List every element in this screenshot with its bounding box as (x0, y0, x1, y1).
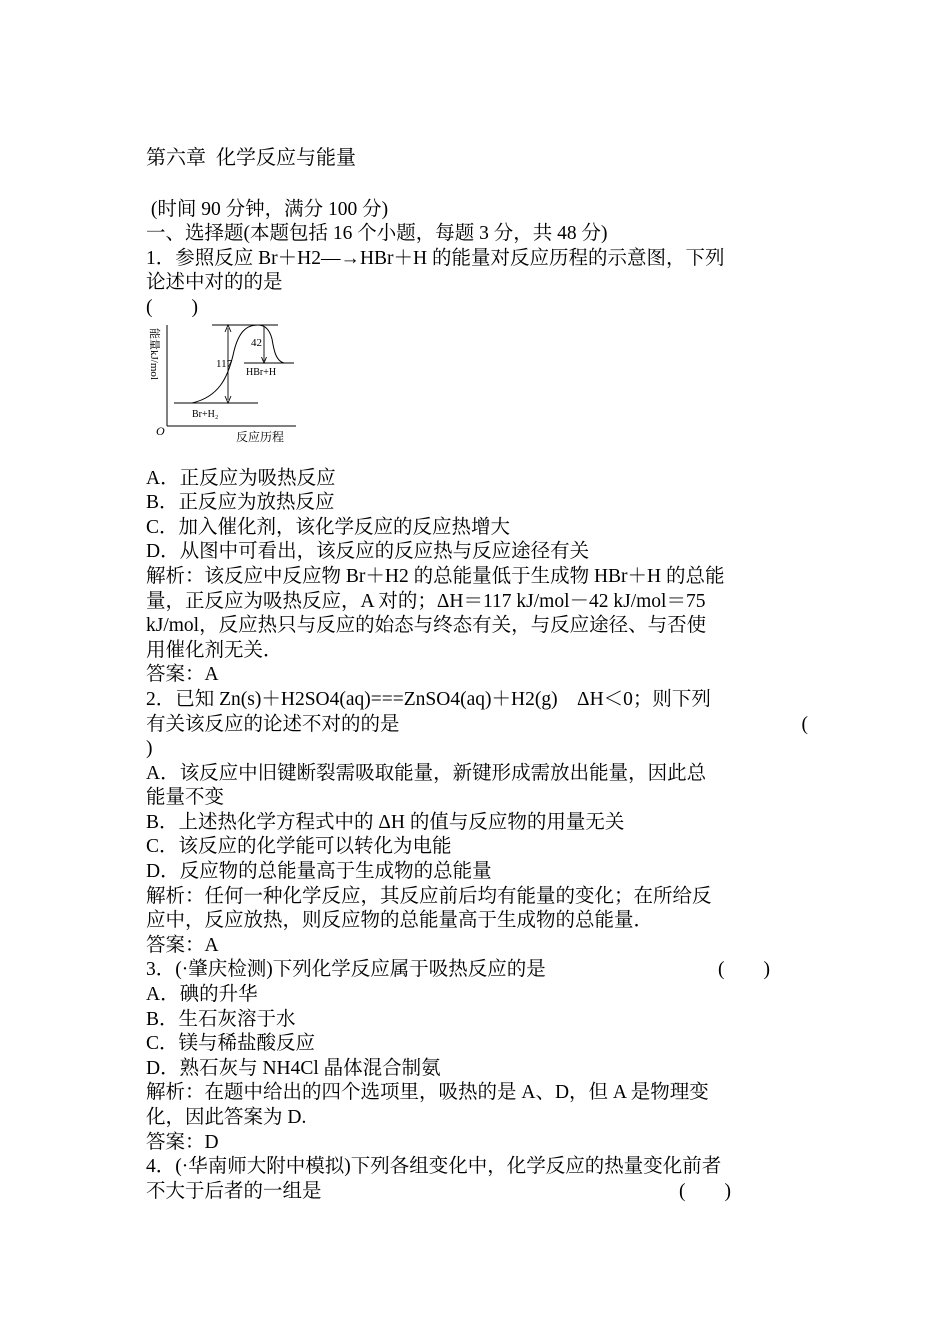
value-117-label: 117 (216, 357, 233, 370)
value-42-label: 42 (251, 336, 262, 349)
q1-answer-paren: ( ) (146, 296, 198, 318)
q4-answer-paren: ( ) (679, 1180, 731, 1202)
q1-option-a: A．正反应为吸热反应 (146, 467, 336, 489)
q1-explanation-line4: 用催化剂无关． (146, 639, 283, 661)
q3-stem-text: 3．(·肇庆检测)下列化学反应属于吸热反应的是 (146, 959, 546, 981)
q2-stem-line2 (146, 713, 808, 738)
q2-option-c: C．该反应的化学能可以转化为电能 (146, 836, 452, 858)
q1-option-d: D．从图中可看出，该反应的反应热与反应途径有关 (146, 541, 590, 563)
q2-stem-line1: 2．已知 Zn(s)＋H2SO4(aq)===ZnSO4(aq)＋H2(g) ΔH＜0；则下列 (146, 688, 711, 710)
q3-stem (146, 958, 808, 983)
q1-stem-line2: 论述中对的的是 (146, 272, 283, 294)
q3-explanation-line2: 化，因此答案为 D. (146, 1107, 307, 1128)
q3-option-a: A．碘的升华 (146, 984, 258, 1006)
q2-open-paren: ( (801, 713, 808, 735)
q1-option-b: B．正反应为放热反应 (146, 492, 335, 514)
reactants-label: Br+H₂ (192, 408, 219, 420)
q2-explanation-line2: 应中，反应放热，则反应物的总能量高于生成物的总能量． (146, 910, 654, 932)
q3-explanation-line1: 解析：在题中给出的四个选项里，吸热的是 A、D，但 A 是物理变 (146, 1082, 709, 1104)
q2-answer: 答案：A (146, 934, 219, 956)
q2-option-a-line2: 能量不变 (146, 787, 225, 809)
section-heading: 一、选择题(本题包括 16 个小题，每题 3 分，共 48 分) (146, 223, 608, 245)
q3-option-b: B．生石灰溶于水 (146, 1008, 296, 1030)
q4-stem-line1: 4．(·华南师大附中模拟)下列各组变化中，化学反应的热量变化前者 (146, 1156, 722, 1178)
energy-diagram-svg (146, 323, 316, 451)
q4-stem-line2 (146, 1180, 808, 1205)
q3-option-d: D．熟石灰与 NH4Cl 晶体混合制氨 (146, 1057, 441, 1079)
q1-explanation-line2: 量，正反应为吸热反应，A 对的；ΔH＝117 kJ/mol－42 kJ/mol＝75 (146, 590, 706, 612)
q1-explanation-line1: 解析：该反应中反应物 Br＋H2 的总能量低于生成物 HBr＋H 的总能 (146, 565, 725, 587)
y-axis-label: 能量kJ/mol (148, 327, 160, 380)
q2-option-d: D．反应物的总能量高于生成物的总能量 (146, 861, 492, 883)
q2-close-paren: ) (146, 738, 153, 760)
q1-stem-line1: 1．参照反应 Br＋H2—→HBr＋H 的能量对反应历程的示意图，下列 (146, 247, 725, 269)
q2-stem-line2-text: 有关该反应的论述不对的的是 (146, 713, 400, 735)
q1-explanation-line3: kJ/mol，反应热只与反应的始态与终态有关，与反应途径、与否使 (146, 615, 707, 637)
energy-diagram (146, 323, 316, 451)
q3-option-c: C．镁与稀盐酸反应 (146, 1033, 316, 1055)
origin-label: O (156, 423, 165, 438)
q2-option-a-line1: A．该反应中旧键断裂需吸取能量，新键形成需放出能量，因此总 (146, 762, 707, 784)
q2-explanation-line1: 解析：任何一种化学反应，其反应前后均有能量的变化；在所给反 (146, 885, 712, 907)
reaction-curve (192, 325, 284, 403)
exam-time-info: (时间 90 分钟，满分 100 分) (146, 198, 389, 220)
products-label: HBr+H (246, 366, 277, 378)
q4-stem-line2-text: 不大于后者的一组是 (146, 1180, 322, 1202)
q3-answer-paren: ( ) (718, 959, 770, 981)
q1-option-c: C．加入催化剂，该化学反应的反应热增大 (146, 516, 511, 538)
q3-answer: 答案：D (146, 1131, 219, 1153)
q1-answer: 答案：A (146, 664, 219, 686)
document-body (146, 146, 808, 1204)
chapter-title: 第六章 化学反应与能量 (146, 147, 356, 169)
x-axis-label: 反应历程 (236, 429, 285, 444)
q2-option-b: B．上述热化学方程式中的 ΔH 的值与反应物的用量无关 (146, 811, 625, 833)
